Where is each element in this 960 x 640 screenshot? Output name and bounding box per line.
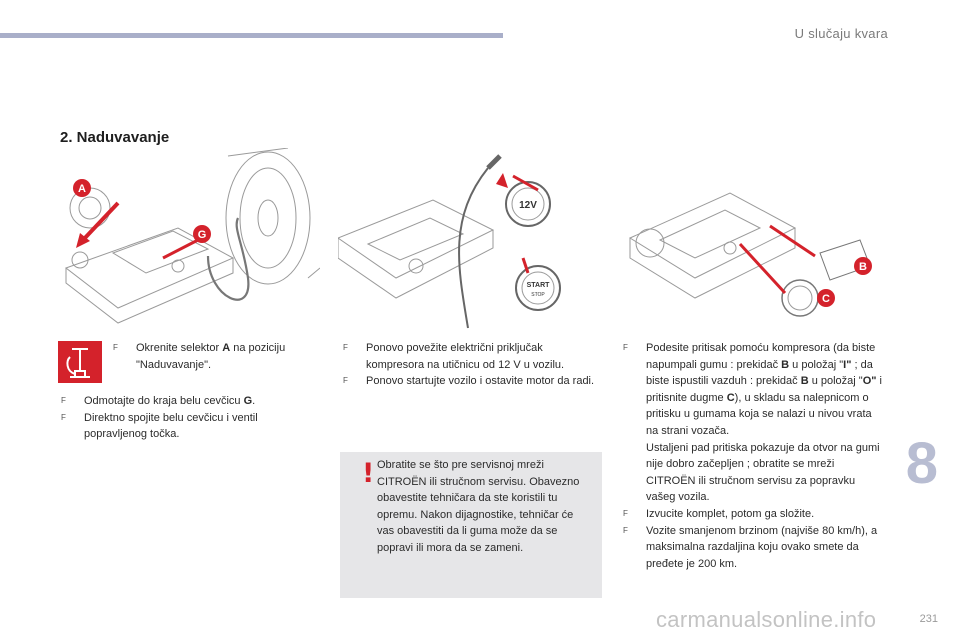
bullet-item: F Vozite smanjenom brzinom (najviše 80 km/h), a maksimalna razdaljina koju ovako smete da pređete je 200 km.	[623, 524, 878, 570]
bullet-item: F Odmotajte do kraja belu cevčicu G.	[58, 393, 308, 410]
top-accent-bar	[0, 33, 503, 38]
figure-selector-and-hose-drawing	[58, 148, 320, 330]
figure-switch-and-button	[620, 148, 882, 330]
steps-pressure	[620, 340, 882, 572]
bullet-item: F Okrenite selektor A na poziciju "Naduvavanje".	[113, 342, 286, 371]
chapter-number: 8	[905, 431, 938, 496]
steps-power	[340, 340, 602, 390]
callout-g-label: G	[197, 229, 207, 241]
bullet-item: F Izvucite komplet, potom ga složite.	[620, 506, 882, 523]
bullet-marker-icon: F	[343, 376, 348, 386]
pressure-drop-note: Ustaljeni pad pritiska pokazuje da otvor na gumi nije dobro začepljen ; obratite se mreži CITROËN ili stručnom servisu za popravku vašeg vozila.	[646, 441, 880, 504]
bullet-marker-icon: F	[61, 396, 66, 405]
bullet-item: F Direktno spojite belu cevčicu i ventil popravljenog točka.	[61, 411, 258, 441]
warning-text: Obratite se što pre servisnoj mreži CITROËN ili stručnom servisu. Obavezno obavestite tehničara da ste koristili tu opremu. Nakon dijagnostike, tehničar će vas obavestiti da li guma može da se popravi ili mora da se zameni.	[377, 459, 580, 554]
bullet-item: F Ponovo povežite električni priključak kompresora na utičnicu od 12 V u vozilu.	[343, 342, 565, 371]
warning-box	[340, 452, 602, 598]
compressor-outline	[338, 200, 493, 278]
compressor-outline	[630, 193, 795, 278]
callout-c-label: C	[822, 293, 830, 305]
bullet-marker-icon: F	[343, 343, 348, 352]
chapter-title: U slučaju kvara	[794, 26, 888, 41]
tire-pump-drawing	[58, 341, 102, 383]
warning-icon: !	[362, 458, 375, 489]
bullet-marker-icon: F	[623, 343, 628, 352]
callout-b-label: B	[859, 261, 867, 273]
steps-hose	[58, 393, 308, 443]
figure-12v-socket	[338, 148, 600, 330]
bullet-item: F Ponovo startujte vozilo i ostavite motor da radi.	[340, 373, 602, 390]
figure-switch-and-button-drawing	[620, 148, 882, 330]
figure-selector-and-hose	[58, 148, 320, 330]
section-title: 2. Naduvavanje	[60, 129, 170, 146]
bullet-marker-icon: F	[623, 508, 628, 518]
page-number: 231	[919, 613, 938, 625]
step-turn-selector	[110, 340, 310, 373]
bullet-item: F Podesite pritisak pomoću kompresora (da biste napumpali gumu : prekidač B u položaj "I" ; da biste ispustili vazduh : prekidač B u položaj "O" i pritisnite dugme C), u skladu sa nalepnicom o pritisku u gumama koja se nalazi u nivou vrata na strani vozača. Ustaljeni pad pritiska pokazuje da otvor na gumi nije dobro začepljen ; obratite se mreži CITROËN ili stručnom servisu za popravku vašeg vozila.	[623, 342, 882, 504]
bullet-marker-icon: F	[113, 343, 118, 352]
stop-label: STOP	[531, 292, 545, 298]
bullet-marker-icon: F	[623, 525, 628, 535]
tire-pump-icon	[58, 341, 102, 383]
watermark-text: carmanualsonline.info	[656, 607, 877, 632]
socket-12v-label: 12V	[519, 200, 537, 211]
bullet-marker-icon: F	[61, 412, 66, 422]
callout-a-label: A	[78, 183, 86, 195]
start-label: START	[526, 282, 550, 289]
figure-12v-socket-drawing	[338, 148, 600, 330]
